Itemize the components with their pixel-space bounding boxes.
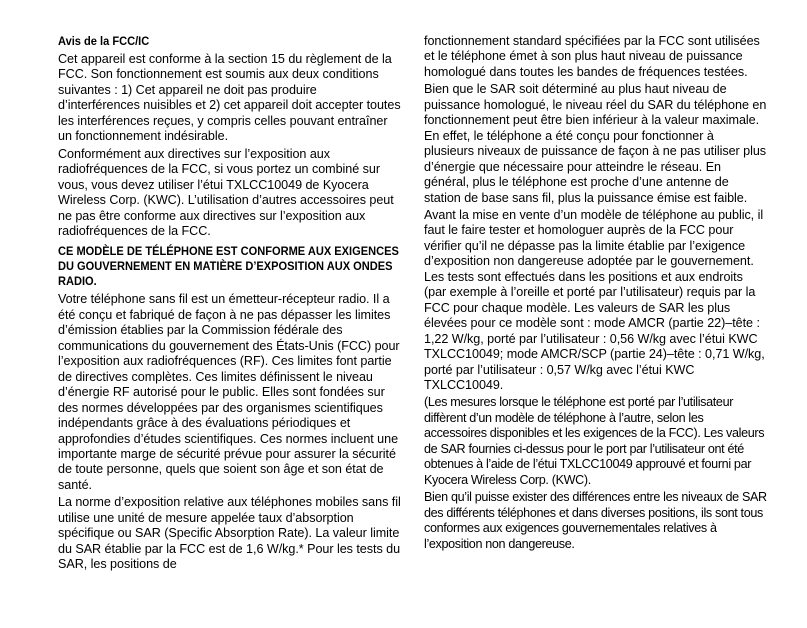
paragraph-fcc-compliance: Cet appareil est conforme à la section 15 du règlement de la FCC. Son fonctionnement est soumis aux deux conditions suivantes : 1) Cet appareil ne doit pas produire d’interférences nuisibles et 2) cet appareil doit accepter toutes les interférences reçues, y compris celles pouvant entraîner un fonctionnement indésirable. bbox=[58, 52, 401, 144]
paragraph-sar-values: Avant la mise en vente d’un modèle de téléphone au public, il faut le faire tester et homologuer auprès de la FCC pour vérifier qu’il ne dépasse pas la limite établie par l’exigence d’exposition non dangereuse adoptée par le gouvernement. Les tests sont effectués dans les positions et aux endroits (par exemple à l’oreille et porté par l’utilisateur) requis par la FCC pour chaque modèle. Les valeurs de SAR les plus élevées pour ce modèle sont : mode AMCR (partie 22)–tête : 1,22 W/kg, porté par l’utilisateur : 0,56 W/kg avec l’étui KWC TXLCC10049; mode AMCR/SCP (partie 24)–tête : 0,71 W/kg, porté par l’utilisateur : 0,57 W/kg avec l’étui KWC TXLCC10049. bbox=[424, 207, 765, 392]
paragraph-actual-sar-level: Bien que le SAR soit déterminé au plus haut niveau de puissance homologué, le niveau réel du SAR du téléphone en fonctionnement peut être bien inférieur à la valeur maximale. En effet, le téléphone a été conçu pour fonctionner à plusieurs niveaux de puissance de façon à ne pas utiliser plus d’énergie que nécessaire pour atteindre le réseau. En général, plus le téléphone est proche d’une antenne de station de base sans fil, plus la puissance émise est faible. bbox=[424, 82, 767, 205]
paragraph-sar-standard: La norme d’exposition relative aux téléphones mobiles sans fil utilise une unité de mesure appelée taux d’absorption spécifique ou SAR (Specific Absorption Rate). La valeur limite du SAR établie par la FCC est de 1,6 W/kg.* Pour les tests du SAR, les positions de bbox=[58, 495, 401, 572]
paragraph-test-positions: fonctionnement standard spécifiées par la FCC sont utilisées et le téléphone émet à son plus haut niveau de puissance homologué dans toutes les bandes de fréquences testées. bbox=[424, 34, 760, 79]
heading-exposure-compliance: CE MODÈLE DE TÉLÉPHONE EST CONFORME AUX EXIGENCES DU GOUVERNEMENT EN MATIÈRE D’EXPOSITION AUX ONDES RADIO. bbox=[58, 244, 399, 289]
left-column bbox=[58, 34, 401, 575]
paragraph-body-worn-measurements: (Les mesures lorsque le téléphone est porté par l’utilisateur diffèrent d’un modèle de téléphone à l’autre, selon les accessoires disponibles et les exigences de la FCC). Les valeurs de SAR fournies ci-dessus pour le port par l’utilisateur ont été obtenues à l’aide de l’étui TXLCC10049 approuvé et fourni par Kyocera Wireless Corp. (KWC). bbox=[424, 395, 765, 487]
paragraph-sar-differences: Bien qu’il puisse exister des différences entre les niveaux de SAR des différents téléphones et dans diverses positions, ils sont tous conformes aux exigences gouvernementales relatives à l’exposition non dangereuse. bbox=[424, 490, 767, 551]
right-column bbox=[424, 34, 767, 554]
paragraph-radio-transceiver: Votre téléphone sans fil est un émetteur-récepteur radio. Il a été conçu et fabriqué de façon à ne pas dépasser les limites d’émission établies par la Commission fédérale des communications du gouvernement des États-Unis (FCC) pour l’exposition aux radiofréquences (RF). Ces limites font partie de directives complètes. Ces limites définissent le niveau d’énergie RF autorisé pour le public. Elles sont fondées sur des normes développées par des organismes scientifiques indépendants grâce à des évaluations périodiques et approfondies d’études scientifiques. Ces normes incluent une importante marge de sécurité prévue pour assurer la sécurité de toute personne, quels que soient son âge et son état de santé. bbox=[58, 292, 400, 492]
paragraph-body-worn-guidance: Conformément aux directives sur l’exposition aux radiofréquences de la FCC, si vous portez un combiné sur vous, vous devez utiliser l’étui TXLCC10049 de Kyocera Wireless Corp. (KWC). L’utilisation d’autres accessoires peut ne pas être conforme aux directives sur l’exposition aux radiofréquences de la FCC. bbox=[58, 146, 394, 238]
heading-fcc-notice: Avis de la FCC/IC bbox=[58, 34, 150, 48]
